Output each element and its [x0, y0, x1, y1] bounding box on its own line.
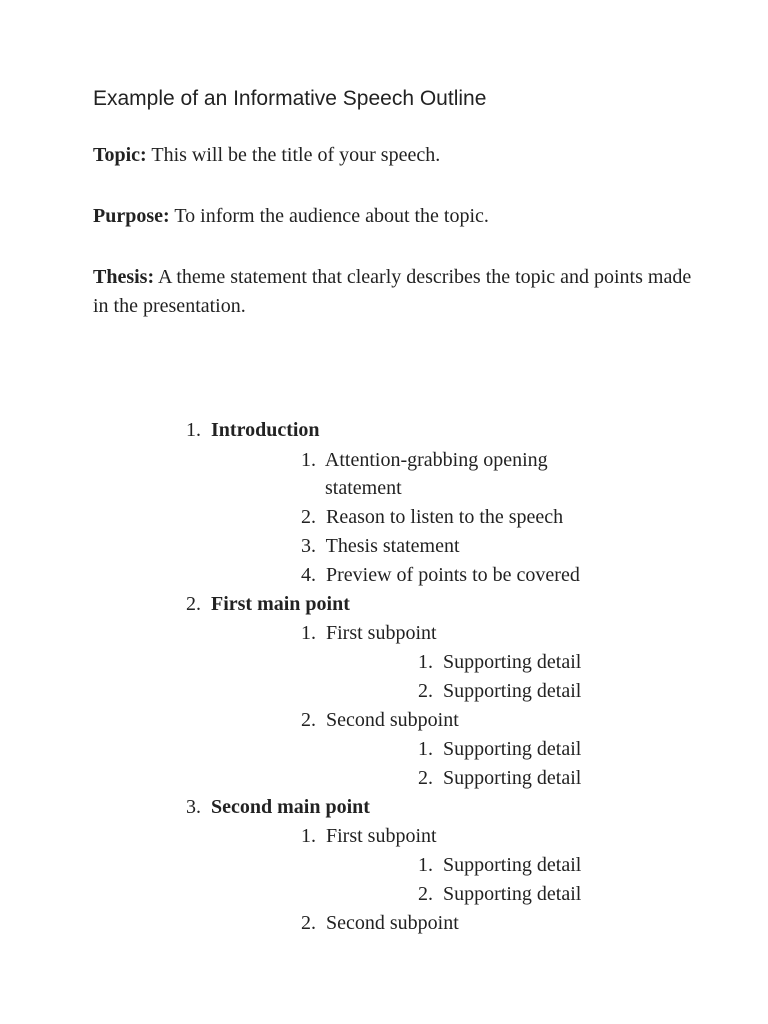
outline-subpoint: [301, 503, 563, 532]
outline-supporting-detail: [418, 764, 581, 793]
outline-subpoint-text: Attention-grabbing opening: [324, 449, 548, 471]
outline-subpoint: [301, 561, 580, 590]
outline-subpoint-text: First subpoint: [326, 622, 437, 644]
outline-number: 2.: [418, 680, 438, 702]
outline-detail-text: Supporting detail: [443, 883, 582, 905]
outline-number: 1.: [301, 449, 321, 471]
outline-subpoint-text: Second subpoint: [326, 912, 459, 934]
outline-detail-text: Supporting detail: [443, 651, 582, 673]
thesis-paragraph: [93, 263, 693, 321]
outline-detail-text: Supporting detail: [443, 767, 582, 789]
topic-paragraph: [93, 141, 693, 170]
purpose-label: Purpose:: [93, 205, 170, 227]
outline-subpoint: [301, 532, 460, 561]
purpose-text: To inform the audience about the topic.: [174, 205, 489, 227]
outline-supporting-detail: [418, 648, 581, 677]
document-title: Example of an Informative Speech Outline: [93, 87, 487, 110]
outline-number: 2.: [418, 767, 438, 789]
outline-number: 1.: [301, 825, 321, 847]
outline-number: 2.: [301, 912, 321, 934]
outline-main-point-second: [186, 793, 370, 822]
outline-detail-text: Supporting detail: [443, 738, 582, 760]
outline-subpoint-text: statement: [325, 477, 402, 499]
outline-number: 3.: [301, 535, 321, 557]
outline-number: 1.: [418, 651, 438, 673]
outline-main-point-label: Second main point: [211, 796, 370, 818]
outline-number: 1.: [418, 738, 438, 760]
thesis-label: Thesis:: [93, 266, 155, 288]
outline-main-point-introduction: [186, 416, 320, 445]
outline-subpoint: [301, 822, 437, 851]
outline-number: 3.: [186, 796, 206, 818]
outline-subpoint-continuation: [325, 474, 402, 503]
outline-subpoint-text: Second subpoint: [326, 709, 459, 731]
outline-subpoint: [301, 619, 437, 648]
outline-main-point-first: [186, 590, 350, 619]
outline-supporting-detail: [418, 735, 581, 764]
outline-supporting-detail: [418, 851, 581, 880]
outline-detail-text: Supporting detail: [443, 680, 582, 702]
outline-number: 1.: [301, 622, 321, 644]
outline-subpoint: [301, 706, 459, 735]
outline-subpoint: [301, 446, 548, 475]
topic-label: Topic:: [93, 144, 147, 166]
outline-number: 1.: [186, 419, 206, 441]
outline-number: 1.: [418, 854, 438, 876]
outline-detail-text: Supporting detail: [443, 854, 582, 876]
thesis-text: A theme statement that clearly describes the topic and points made in the presentation.: [93, 266, 692, 317]
outline-main-point-label: First main point: [211, 593, 350, 615]
outline-subpoint-text: Reason to listen to the speech: [326, 506, 564, 528]
outline-number: 2.: [301, 709, 321, 731]
outline-number: 2.: [418, 883, 438, 905]
outline-subpoint-text: Thesis statement: [325, 535, 460, 557]
outline-number: 2.: [301, 506, 321, 528]
outline-supporting-detail: [418, 880, 581, 909]
topic-text: This will be the title of your speech.: [151, 144, 441, 166]
outline-subpoint-text: First subpoint: [326, 825, 437, 847]
outline-subpoint-text: Preview of points to be covered: [326, 564, 580, 586]
outline-number: 4.: [301, 564, 321, 586]
outline-supporting-detail: [418, 677, 581, 706]
outline-number: 2.: [186, 593, 206, 615]
outline-subpoint: [301, 909, 459, 938]
purpose-paragraph: [93, 202, 693, 231]
outline-main-point-label: Introduction: [211, 419, 320, 441]
